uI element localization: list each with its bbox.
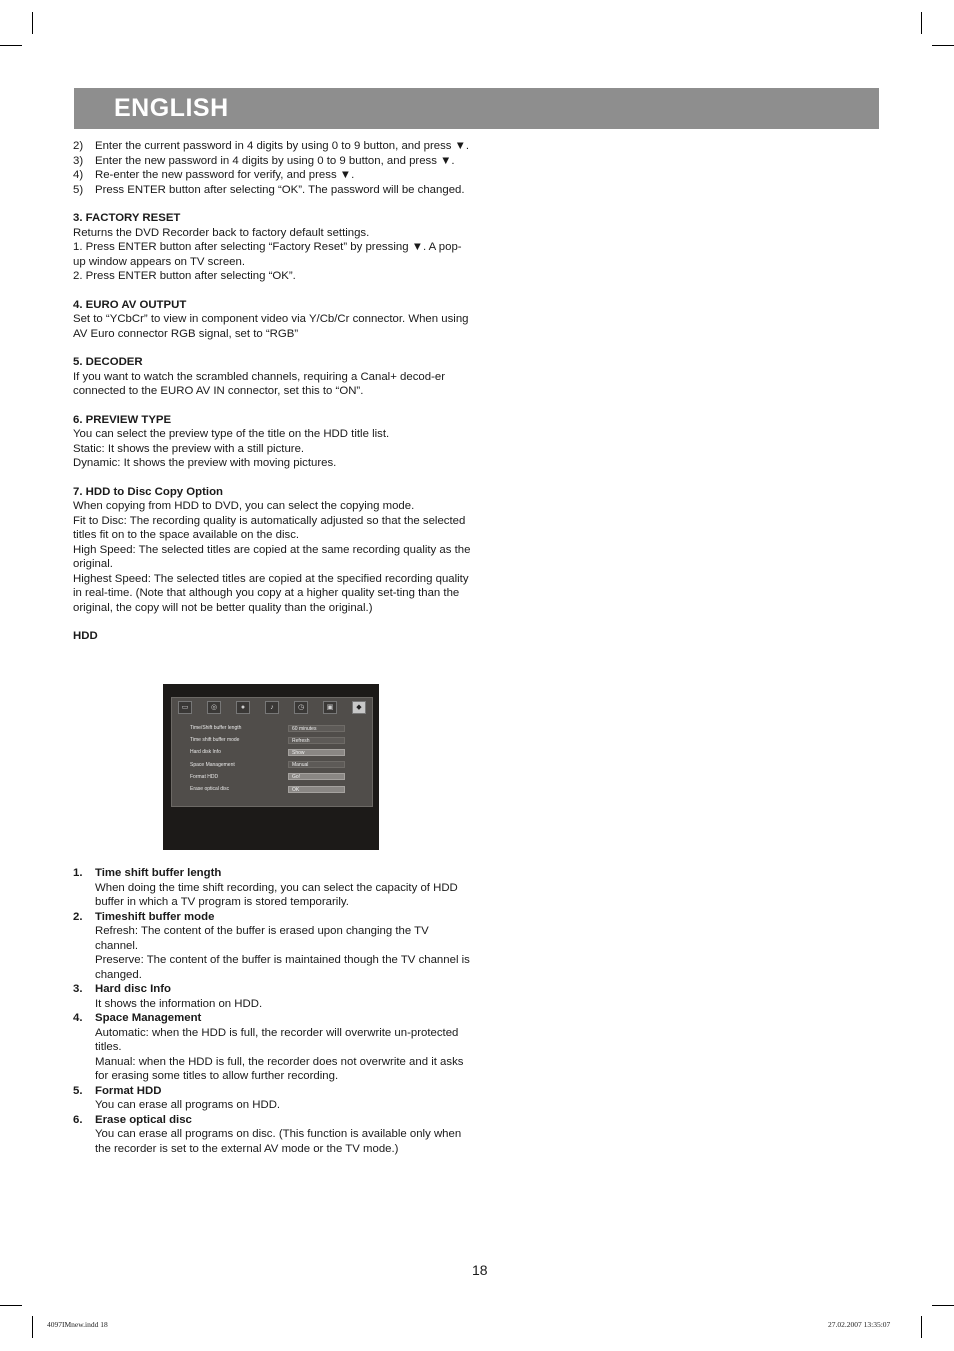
paragraph: High Speed: The selected titles are copied at the same recording quality as the original. — [73, 543, 471, 570]
step-number: 5) — [73, 183, 84, 196]
definition-item — [73, 982, 473, 1011]
step-number: 3) — [73, 154, 84, 167]
step-text: Enter the new password in 4 digits by using 0 to 9 button, and press ▼. — [95, 154, 455, 167]
crop-mark — [0, 1305, 22, 1306]
definition-number: 5. — [73, 1084, 83, 1097]
crop-mark — [32, 1316, 33, 1338]
section-body — [73, 226, 473, 284]
menu-row — [190, 722, 360, 734]
definition-text: Automatic: when the HDD is full, the recorder will overwrite un-protected titles. — [95, 1026, 459, 1053]
list-item — [73, 183, 473, 198]
paragraph: When copying from HDD to DVD, you can select the copying mode. — [73, 500, 415, 512]
menu-row-value: OK — [288, 786, 345, 793]
section — [73, 298, 473, 342]
definition-term: Timeshift buffer mode — [95, 910, 215, 923]
definition-term: Hard disc Info — [95, 983, 171, 995]
crop-mark — [932, 1305, 954, 1306]
record-icon: ● — [236, 701, 250, 714]
definition-text: When doing the time shift recording, you can select the capacity of HDD buffer in which a TV program is stored temporarily. — [95, 881, 458, 908]
section — [73, 485, 473, 616]
definition-item — [73, 866, 473, 910]
step-number: 4) — [73, 169, 84, 181]
definition-item — [73, 1011, 473, 1084]
menu-row — [190, 746, 360, 758]
menu-row-value: Go! — [288, 773, 345, 780]
definition-item — [73, 1084, 473, 1113]
menu-icon-bar — [178, 701, 366, 714]
definition-text: Refresh: The content of the buffer is erased upon changing the TV channel. — [95, 925, 429, 952]
definition-number: 2. — [73, 910, 83, 923]
menu-row — [190, 783, 360, 795]
menu-row — [190, 734, 360, 746]
page-title: ENGLISH — [114, 94, 229, 122]
definition-term: Format HDD — [95, 1084, 162, 1097]
definition-text: Manual: when the HDD is full, the recorder does not overwrite and it asks for erasing some titles to allow further recording. — [95, 1055, 464, 1082]
clock-icon: ◷ — [294, 701, 308, 714]
definition-heading — [73, 982, 473, 997]
menu-row-value: 60 minutes — [288, 725, 345, 732]
hdd-icon: ◆ — [352, 701, 366, 714]
section-body — [73, 427, 473, 471]
definition-number: 6. — [73, 1113, 83, 1126]
definition-text: Preserve: The content of the buffer is maintained though the TV channel is changed. — [95, 954, 470, 981]
definition-item — [73, 1113, 473, 1157]
definition-text: You can erase all programs on disc. (This function is available only when the recorder is set to the external AV mode or the TV mode.) — [95, 1128, 462, 1155]
step-text: Press ENTER button after selecting “OK”. The password will be changed. — [95, 183, 465, 196]
definition-number: 1. — [73, 867, 83, 879]
definition-term: Erase optical disc — [95, 1113, 192, 1126]
section-body — [73, 499, 473, 615]
definition-heading — [73, 1084, 473, 1099]
menu-row-label: Format HDD — [190, 773, 219, 780]
menu-row-value: Manual — [288, 761, 345, 768]
paragraph: Returns the DVD Recorder back to factory default settings. — [73, 226, 370, 239]
menu-row-value: Refresh — [288, 737, 345, 744]
definition-heading — [73, 1113, 473, 1128]
definition-heading — [73, 866, 473, 881]
menu-row-label: Space Management — [190, 761, 235, 768]
tv-icon: ▭ — [178, 701, 192, 714]
crop-mark — [32, 12, 33, 34]
settings-sections — [73, 211, 473, 644]
step-text: Re-enter the new password for verify, and press ▼. — [95, 169, 355, 181]
footer-file: 4097IMnew.indd 18 — [47, 1320, 108, 1329]
section-heading: HDD — [73, 630, 98, 642]
section — [73, 211, 473, 284]
menu-row-label: Hard disk Info — [190, 749, 221, 756]
definition-item — [73, 910, 473, 983]
section-heading: 3. FACTORY RESET — [73, 212, 181, 224]
crop-mark — [0, 45, 22, 46]
step-text: Enter the current password in 4 digits by using 0 to 9 button, and press ▼. — [95, 140, 470, 152]
crop-mark — [932, 45, 954, 46]
definition-term: Space Management — [95, 1012, 202, 1024]
menu-row-label: Erase optical disc — [190, 786, 230, 793]
list-item — [73, 168, 473, 183]
definition-heading — [73, 910, 473, 925]
section-heading: 5. DECODER — [73, 356, 143, 368]
section — [73, 355, 473, 399]
page-number: 18 — [472, 1262, 488, 1278]
definition-number: 4. — [73, 1012, 83, 1024]
paragraph: 1. Press ENTER button after selecting “Factory Reset” by pressing ▼. A pop-up window appears on TV screen. — [73, 241, 462, 268]
footer-datetime: 27.02.2007 13:35:07 — [828, 1320, 891, 1329]
section — [73, 629, 473, 644]
menu-row — [190, 771, 360, 783]
paragraph: Highest Speed: The selected titles are copied at the specified recording quality in real-time. (Note that although you copy at a higher quality set-ting than the original, the copy will not be better quality than the original.) — [73, 572, 469, 614]
list-item — [73, 139, 473, 154]
section-body — [73, 312, 473, 341]
menu-row-value: Show — [288, 749, 345, 756]
menu-panel — [171, 697, 373, 807]
definition-text: It shows the information on HDD. — [95, 997, 263, 1010]
menu-rows — [190, 722, 360, 795]
lock-icon: ▣ — [323, 701, 337, 714]
crop-mark — [921, 1316, 922, 1338]
hdd-menu-screenshot — [163, 684, 379, 850]
intro-column — [73, 139, 473, 644]
paragraph: Static: It shows the preview with a still picture. — [73, 442, 305, 455]
paragraph: If you want to watch the scrambled channels, requiring a Canal+ decod-er connected to the EURO AV IN connector, set this to “ON”. — [73, 370, 445, 397]
section-heading: 6. PREVIEW TYPE — [73, 413, 172, 426]
hdd-definitions — [73, 866, 473, 1156]
paragraph: 2. Press ENTER button after selecting “OK”. — [73, 270, 296, 282]
paragraph: You can select the preview type of the title on the HDD title list. — [73, 428, 390, 440]
definition-term: Time shift buffer length — [95, 867, 222, 879]
menu-row-label: Time/Shift buffer length — [190, 725, 242, 732]
disc-icon: ◎ — [207, 701, 221, 714]
step-number: 2) — [73, 140, 84, 152]
definition-heading — [73, 1011, 473, 1026]
audio-icon: ♪ — [265, 701, 279, 714]
section-body — [73, 370, 473, 399]
section — [73, 413, 473, 471]
definition-text: You can erase all programs on HDD. — [95, 1099, 281, 1111]
paragraph: Dynamic: It shows the preview with moving pictures. — [73, 457, 337, 469]
password-steps — [73, 139, 473, 197]
menu-row-label: Time shift buffer mode — [190, 737, 240, 744]
definition-number: 3. — [73, 983, 83, 995]
section-heading: 7. HDD to Disc Copy Option — [73, 485, 223, 498]
paragraph: Set to “YCbCr” to view in component video via Y/Cb/Cr connector. When using AV Euro connector RGB signal, set to “RGB” — [73, 313, 469, 340]
crop-mark — [921, 12, 922, 34]
paragraph: Fit to Disc: The recording quality is automatically adjusted so that the selected titles fit on to the space available on the disc. — [73, 514, 466, 541]
menu-row — [190, 759, 360, 771]
header-band — [74, 88, 879, 129]
section-heading: 4. EURO AV OUTPUT — [73, 298, 187, 311]
list-item — [73, 154, 473, 169]
